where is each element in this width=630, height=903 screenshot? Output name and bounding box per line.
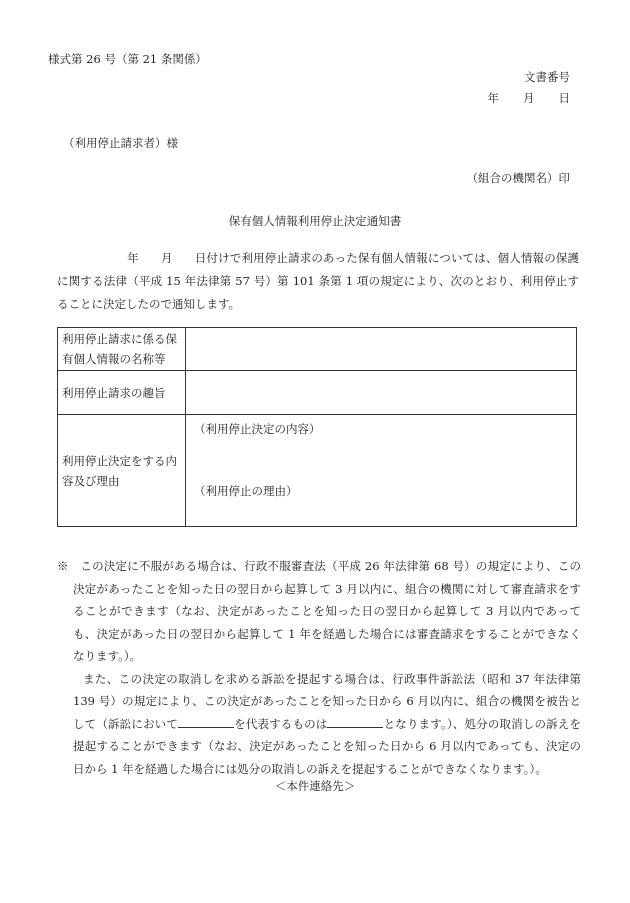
body-paragraph bbox=[57, 247, 579, 316]
body-year-label: 年 bbox=[127, 251, 139, 265]
table-row bbox=[58, 371, 577, 415]
row-value-purpose bbox=[186, 371, 577, 415]
form-number: 様式第 26 号（第 21 条関係） bbox=[48, 52, 207, 66]
recipient: （利用停止請求者）様 bbox=[63, 136, 178, 150]
body-text: 日付けで利用停止請求のあった保有個人情報については、個人情報の保護に関する法律（平成 15 年法律第 57 号）第 101 条第 1 項の規定により、次のとおり、利用停止することに決定したので通知します。 bbox=[57, 251, 580, 311]
note-lawsuit-part-c: となります。）、処分の取消しの訴えを提起することができます（なお、決定があったことを知った日から 6 月以内であっても、決定の日から 1 年を経過した場合には処分の取消しの訴えを提起することができなくなります。）。 bbox=[73, 716, 582, 776]
row-label-purpose: 利用停止請求の趣旨 bbox=[58, 371, 186, 415]
decision-reason-heading: （利用停止の理由） bbox=[194, 484, 298, 498]
date-month: 月 bbox=[523, 91, 535, 105]
blank-field-2 bbox=[327, 715, 383, 728]
note-lawsuit-part-b: を代表するものは bbox=[233, 716, 328, 731]
decision-table bbox=[57, 327, 577, 527]
document-title: 保有個人情報利用停止決定通知書 bbox=[228, 214, 402, 228]
contact-heading: ＜本件連絡先＞ bbox=[274, 779, 356, 793]
row-value-decision bbox=[186, 415, 577, 527]
issuer-seal: （組合の機関名）印 bbox=[466, 171, 570, 185]
decision-content-heading: （利用停止決定の内容） bbox=[194, 422, 321, 436]
document-number-label: 文書番号 bbox=[524, 70, 570, 84]
blank-field-1 bbox=[178, 715, 234, 728]
note-lawsuit bbox=[57, 668, 581, 781]
table-row bbox=[58, 328, 577, 371]
date-year: 年 bbox=[487, 91, 499, 105]
date-day: 日 bbox=[558, 91, 570, 105]
row-value-info-name bbox=[186, 328, 577, 371]
date-line bbox=[488, 90, 571, 106]
notes-section bbox=[57, 555, 581, 780]
body-month-label: 月 bbox=[160, 251, 173, 265]
note-appeal: ※ この決定に不服がある場合は、行政不服審査法（平成 26 年法律第 68 号）の規定により、この決定があったことを知った日の翌日から起算して 3 月以内に、組合の機関に対して審査請求をすることができます（なお、決定があったことを知った日の翌日から起算して 3 月以内であっても、決定があった日の翌日から起算して 1 年を経過した場合には審査請求をすることができなくなります。）。 bbox=[57, 559, 581, 663]
table-row bbox=[58, 415, 577, 527]
note-lawsuit-part-a: また、この決定の取消しを求める訴訟を提起する場合は、行政事件訴訟法（昭和 37 年法律第 139 号）の規定により、この決定があったことを知った日から 6 月以内に、組合の機関を被告として（訴訟において bbox=[73, 671, 581, 731]
row-label-info-name: 利用停止請求に係る保有個人情報の名称等 bbox=[58, 328, 186, 371]
row-label-decision: 利用停止決定をする内容及び理由 bbox=[58, 415, 186, 527]
